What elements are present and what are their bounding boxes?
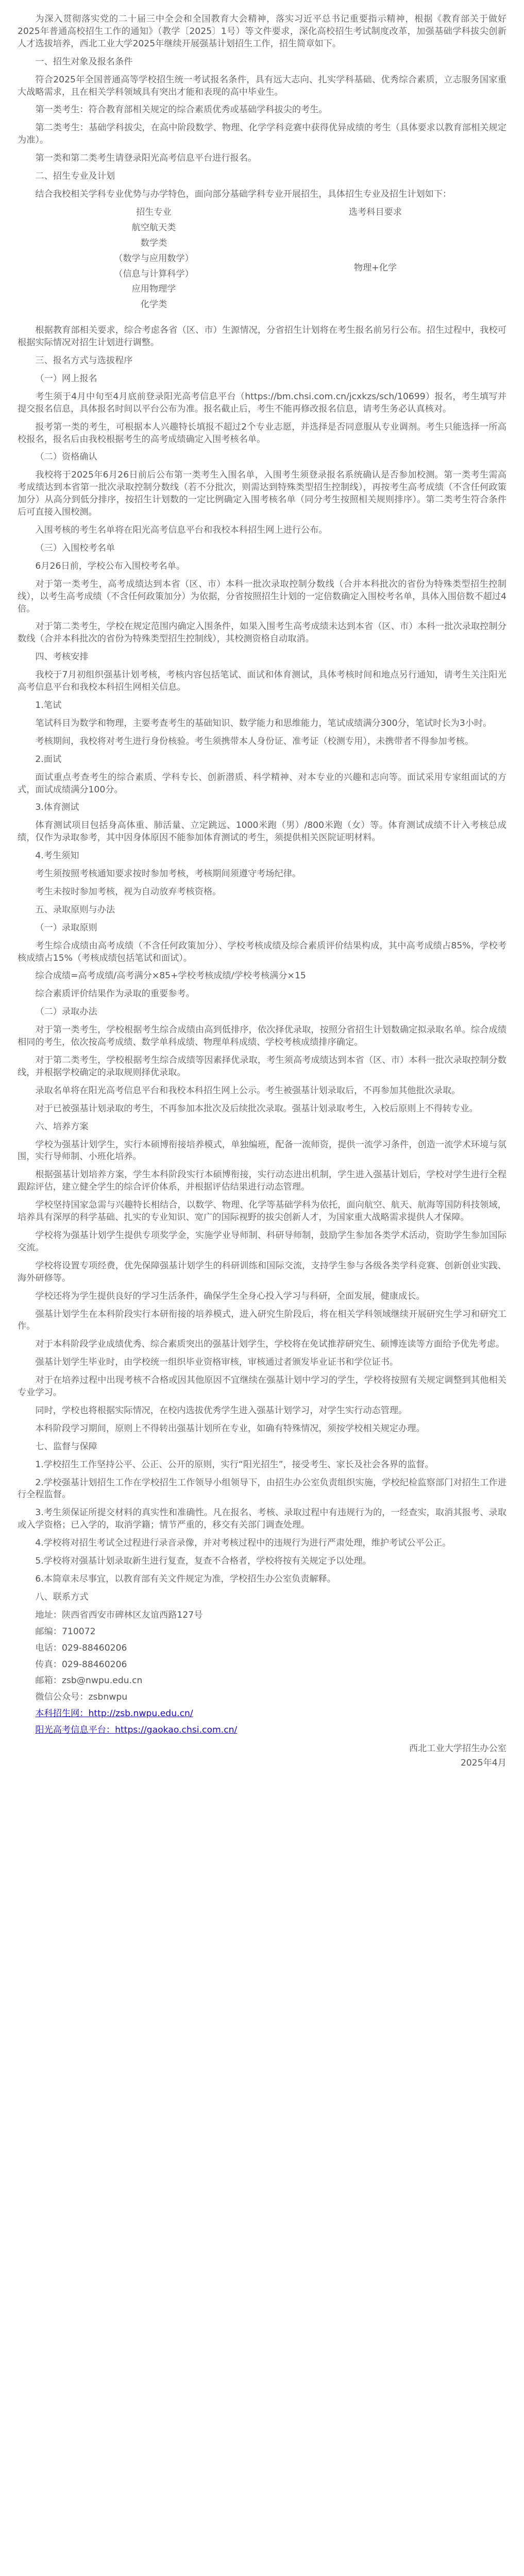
paragraph: 我校将于2025年6月26日前后公布第一类考生入围名单，入围考生须登录报名系统确认是否参加校测。第一类考生需高考成绩达到本省第一批次录取控制分数线（若不分批次，则需达到特殊类型招生控制线），再按考生高考成绩（不含任何政策加分）从高分到低分排序，按招生计划数的一定比例确定入围考核名单（同分考生按照相关规则排序）。第二类考生符合条件后可直接入围校测。 bbox=[18, 470, 506, 518]
paragraph: 学校为强基计划学生，实行本硕博衔接培养模式，单独编班，配备一流师资，提供一流学习条件，创造一流学术环境与氛围，实行导师制、小班化培养。 bbox=[18, 1139, 506, 1162]
paragraph: 考生未按时参加考核，视为自动放弃考核资格。 bbox=[35, 886, 222, 897]
paragraph: 我校于7月初组织强基计划考核，考核内容包括笔试、面试和体育测试，具体考核时间和地点另行通知，请考生关注阳光高考信息平台和我校本科招生网相关信息。 bbox=[18, 670, 506, 693]
paragraph: （三）入围校考名单 bbox=[35, 543, 115, 553]
signature-date: 2025年4月 bbox=[460, 1757, 506, 1768]
major-table bbox=[41, 207, 484, 314]
table-cell: 数学类 bbox=[140, 238, 167, 248]
paragraph: 入围考核的考生名单将在阳光高考信息平台和我校本科招生网上进行公布。 bbox=[35, 525, 328, 535]
paragraph: 学校将为强基计划学生提供专项奖学金，实施学业导师制、科研导师制，鼓励学生参加各类学术活动，资助学生参加国际交流。 bbox=[18, 1230, 506, 1253]
paragraph: 对于在培养过程中出现考核不合格或因其他原因不宜继续在强基计划中学习的学生，学校将按照有关规定调整到其他相关专业学习。 bbox=[18, 1375, 506, 1398]
paragraph: 4.学校将对招生考试全过程进行录音录像，并对考核过程中的违规行为进行严肃处理，维护考试公平公正。 bbox=[35, 1538, 451, 1549]
paragraph: 2.面试 bbox=[35, 754, 62, 765]
contact-email: 邮箱：zsb@nwpu.edu.cn bbox=[35, 1675, 143, 1686]
contact-fax: 传真：029-88460206 bbox=[35, 1659, 127, 1670]
paragraph: 学校还将为学生提供良好的学习生活条件，确保学生全身心投入学习与科研，全面发展，健康成长。 bbox=[35, 1291, 425, 1301]
section-heading: 七、监督与保障 bbox=[35, 1441, 97, 1452]
table-header-cell: 选考科目要求 bbox=[348, 207, 402, 217]
paragraph: 笔试科目为数学和物理，主要考查考生的基础知识、数学能力和思维能力，笔试成绩满分300分，笔试时长为3小时。 bbox=[35, 718, 492, 728]
contact-website-link[interactable]: 本科招生网：http://zsb.nwpu.edu.cn/ bbox=[35, 1708, 193, 1719]
table-cell: 航空航天类 bbox=[131, 222, 176, 233]
paragraph: 综合素质评价结果作为录取的重要参考。 bbox=[35, 989, 195, 999]
paragraph: 2.学校强基计划招生工作在学校招生工作领导小组领导下，由招生办公室负责组织实施，学校纪检监察部门对招生工作进行全程监督。 bbox=[18, 1477, 506, 1500]
paragraph: 综合成绩=高考成绩/高考满分×85+学校考核成绩/学校考核满分×15 bbox=[35, 971, 306, 981]
paragraph: 6月26日前，学校公布入围校考名单。 bbox=[35, 561, 185, 571]
paragraph: 学校将设置专项经费，优先保障强基计划学生的科研训练和国际交流，支持学生参与各级各类学科竞赛、创新创业实践、海外研修等。 bbox=[18, 1260, 506, 1283]
section-heading: 二、招生专业及计划 bbox=[35, 171, 115, 182]
table-cell: 物理+化学 bbox=[353, 262, 397, 273]
paragraph: 学校坚持国家急需与兴趣特长相结合，以数学、物理、化学等基础学科为依托，面向航空、航天、航海等国防科技领域，培养具有深厚的科学基础、扎实的专业知识、宽广的国际视野的拔尖创新人才，为国家重大战略需求提供人才保障。 bbox=[18, 1200, 506, 1223]
paragraph: 考生综合成绩由高考成绩（不含任何政策加分）、学校考核成绩及综合素质评价结果构成，其中高考成绩占85%，学校考核成绩占15%（考核成绩包括笔试和面试）。 bbox=[18, 940, 506, 963]
paragraph: 5.学校将对强基计划录取新生进行复查，复查不合格者，学校将按有关规定予以处理。 bbox=[35, 1556, 371, 1567]
table-cell: （信息与计算科学） bbox=[114, 268, 194, 279]
contact-wechat: 微信公众号：zsbnwpu bbox=[35, 1692, 128, 1703]
paragraph: 考生须于4月中旬至4月底前登录阳光高考信息平台（https://bm.chsi.com.cn/jcxkzs/sch/10699）报名，考生填写并提交报名信息，具体报名时间以平台公布为准。报名截止后，考生不能再修改报名信息，请考生务必认真核对。 bbox=[18, 391, 506, 414]
contact-address: 地址：陕西省西安市碑林区友谊西路127号 bbox=[35, 1609, 203, 1620]
table-header bbox=[41, 207, 484, 219]
paragraph: 考核期间，我校将对考生进行身份核验。考生须携带本人身份证、准考证（校测专用），未携带者不得参加考核。 bbox=[35, 736, 474, 747]
section-heading: 八、联系方式 bbox=[35, 1591, 89, 1602]
contact-yangguang-link[interactable]: 阳光高考信息平台：https://gaokao.chsi.com.cn/ bbox=[35, 1725, 238, 1736]
paragraph: 对于第二类考生，学校根据考生综合成绩等因素择优录取，考生须高考成绩达到本省（区、市）本科一批次录取控制分数线，并根据学校确定的录取规则择优录取。 bbox=[18, 1055, 506, 1078]
paragraph: 1.学校招生工作坚持公平、公正、公开的原则，实行“阳光招生”，接受考生、家长及社会各界的监督。 bbox=[35, 1459, 434, 1470]
paragraph: 根据强基计划培养方案，学生本科阶段实行本硕博衔接，实行动态进出机制，学生进入强基计划后，学校对学生进行全程跟踪评估，建立健全学生的综合评价体系，并根据评估结果进行动态管理。 bbox=[18, 1170, 506, 1193]
paragraph: 对于本科阶段学业成绩优秀、综合素质突出的强基计划学生，学校将在免试推荐研究生、硕博连读等方面给予优先考虑。 bbox=[35, 1339, 505, 1350]
paragraph: 6.本简章未尽事宜，以教育部有关文件规定为准，学校招生办公室负责解释。 bbox=[35, 1574, 336, 1584]
table-cell: 应用物理学 bbox=[131, 284, 176, 295]
paragraph: 为深入贯彻落实党的二十届三中全会和全国教育大会精神，落实习近平总书记重要指示精神，根据《教育部关于做好2025年普通高校招生工作的通知》（教学〔2025〕1号）等文件要求，深化高校招生考试制度改革，加强基础学科拔尖创新人才选拔培养，西北工业大学2025年继续开展强基计划招生工作，招生简章如下。 bbox=[18, 14, 506, 49]
paragraph: 4.考生须知 bbox=[35, 851, 79, 861]
section-heading: 四、考核安排 bbox=[35, 652, 89, 663]
paragraph: 强基计划学生毕业时，由学校统一组织毕业资格审核，审核通过者颁发毕业证书和学位证书。 bbox=[35, 1357, 399, 1368]
paragraph: 本科阶段学习期间，原则上不得转出强基计划所在专业，如确有特殊情况，须按学校相关规定办理。 bbox=[35, 1423, 425, 1434]
table-body bbox=[41, 222, 484, 314]
paragraph: 3.考生须保证所提交材料的真实性和准确性。凡在报名、考核、录取过程中有违规行为的，一经查实，取消其报考、录取或入学资格；已入学的，取消学籍；情节严重的，移交有关部门调查处理。 bbox=[18, 1507, 506, 1531]
table-cell: （数学与应用数学） bbox=[114, 253, 194, 264]
paragraph: 强基计划学生在本科阶段实行本研衔接的培养模式，进入研究生阶段后，将在相关学科领域继续开展研究生学习和研究工作。 bbox=[18, 1309, 506, 1332]
paragraph: 对于第一类考生，高考成绩达到本省（区、市）本科一批次录取控制分数线（合并本科批次的省份为特殊类型招生控制线），以考生高考成绩（不含任何政策加分）为依据，分省按照招生计划的一定倍数确定入围校考名单，具体入围倍数不超过4倍。 bbox=[18, 579, 506, 614]
paragraph: （二）资格确认 bbox=[35, 452, 97, 463]
paragraph: 录取名单将在阳光高考信息平台和我校本科招生网上公示。考生被强基计划录取后，不再参加其他批次录取。 bbox=[35, 1085, 461, 1096]
paragraph: 考生须按照考核通知要求按时参加考核，考核期间须遵守考场纪律。 bbox=[35, 869, 301, 879]
paragraph: 第一类考生：符合教育部相关规定的综合素质优秀或基础学科拔尖的考生。 bbox=[35, 105, 328, 115]
section-heading: 三、报名方式与选拔程序 bbox=[35, 355, 133, 366]
table-header-cell: 招生专业 bbox=[136, 207, 172, 217]
contact-info bbox=[18, 1609, 506, 1737]
paragraph: （二）录取办法 bbox=[35, 1007, 97, 1018]
section-heading: 一、招生对象及报名条件 bbox=[35, 56, 133, 67]
paragraph: 符合2025年全国普通高等学校招生统一考试报名条件，具有远大志向、扎实学科基础、优秀综合素质，立志服务国家重大战略需求，且在相关学科领域具有突出才能和表现的高中毕业生。 bbox=[18, 74, 506, 97]
contact-postcode: 邮编：710072 bbox=[35, 1626, 96, 1637]
paragraph: 同时，学校也将根据实际情况，在校内选拔优秀学生进入强基计划学习，对学生实行动态管理。 bbox=[35, 1405, 408, 1416]
section-heading: 六、培养方案 bbox=[35, 1121, 89, 1132]
table-cell: 化学类 bbox=[140, 299, 167, 310]
paragraph: 对于第一类考生，学校根据考生综合成绩由高到低排序，依次择优录取，按照分省招生计划数确定拟录取名单。综合成绩相同的考生，依次按高考成绩、数学单科成绩、物理单科成绩、学校考核成绩排序确定。 bbox=[18, 1025, 506, 1048]
paragraph: 结合我校相关学科专业优势与办学特色，面向部分基础学科专业开展招生，具体招生专业及招生计划如下： bbox=[35, 189, 452, 199]
paragraph: 根据教育部相关要求，综合考虑各省（区、市）生源情况，分省招生计划将在考生报名前另行公布。招生过程中，我校可根据实际情况对招生计划进行调整。 bbox=[18, 325, 506, 348]
paragraph: 报考第一类的考生，可根据本人兴趣特长填报不超过2个专业志愿，并选择是否同意服从专业调剂。考生只能选择一所高校报名，报名后由我校根据考生的高考成绩确定入围考核名单。 bbox=[18, 421, 506, 445]
contact-phone: 电话：029-88460206 bbox=[35, 1642, 127, 1653]
paragraph: 面试重点考查考生的综合素质、学科专长、创新潜质、科学精神、对本专业的兴趣和志向等。面试采用专家组面试的方式，面试成绩满分100分。 bbox=[18, 772, 506, 795]
paragraph: 体育测试项目包括身高体重、肺活量、立定跳远、1000米跑（男）/800米跑（女）等。体育测试成绩不计入考核总成绩，仅作为录取参考，其中因身体原因不能参加体育测试的考生，须提供相关医院证明材料。 bbox=[18, 820, 506, 843]
paragraph: （一）录取原则 bbox=[35, 922, 97, 933]
paragraph: 对于已被强基计划录取的考生，不再参加本批次及后续批次录取。强基计划录取考生，入校后原则上不得转专业。 bbox=[35, 1103, 478, 1114]
paragraph: 第一类和第二类考生请登录阳光高考信息平台进行报名。 bbox=[35, 153, 257, 164]
section-heading: 五、录取原则与办法 bbox=[35, 904, 115, 915]
paragraph: 第二类考生：基础学科拔尖，在高中阶段数学、物理、化学学科竞赛中获得优异成绩的考生（具体要求以教育部相关规定为准）。 bbox=[18, 123, 506, 146]
paragraph: 对于第二类考生，学校在规定范围内确定入围条件，如果入围考生高考成绩未达到本省（区、市）本科一批次录取控制分数线（合并本科批次的省份为特殊类型招生控制线），其校测资格自动取消。 bbox=[18, 621, 506, 645]
paragraph: （一）网上报名 bbox=[35, 373, 97, 384]
paragraph: 1.笔试 bbox=[35, 700, 62, 710]
paragraph: 3.体育测试 bbox=[35, 802, 79, 813]
signature-org: 西北工业大学招生办公室 bbox=[409, 1743, 506, 1754]
subject-list bbox=[41, 222, 267, 314]
